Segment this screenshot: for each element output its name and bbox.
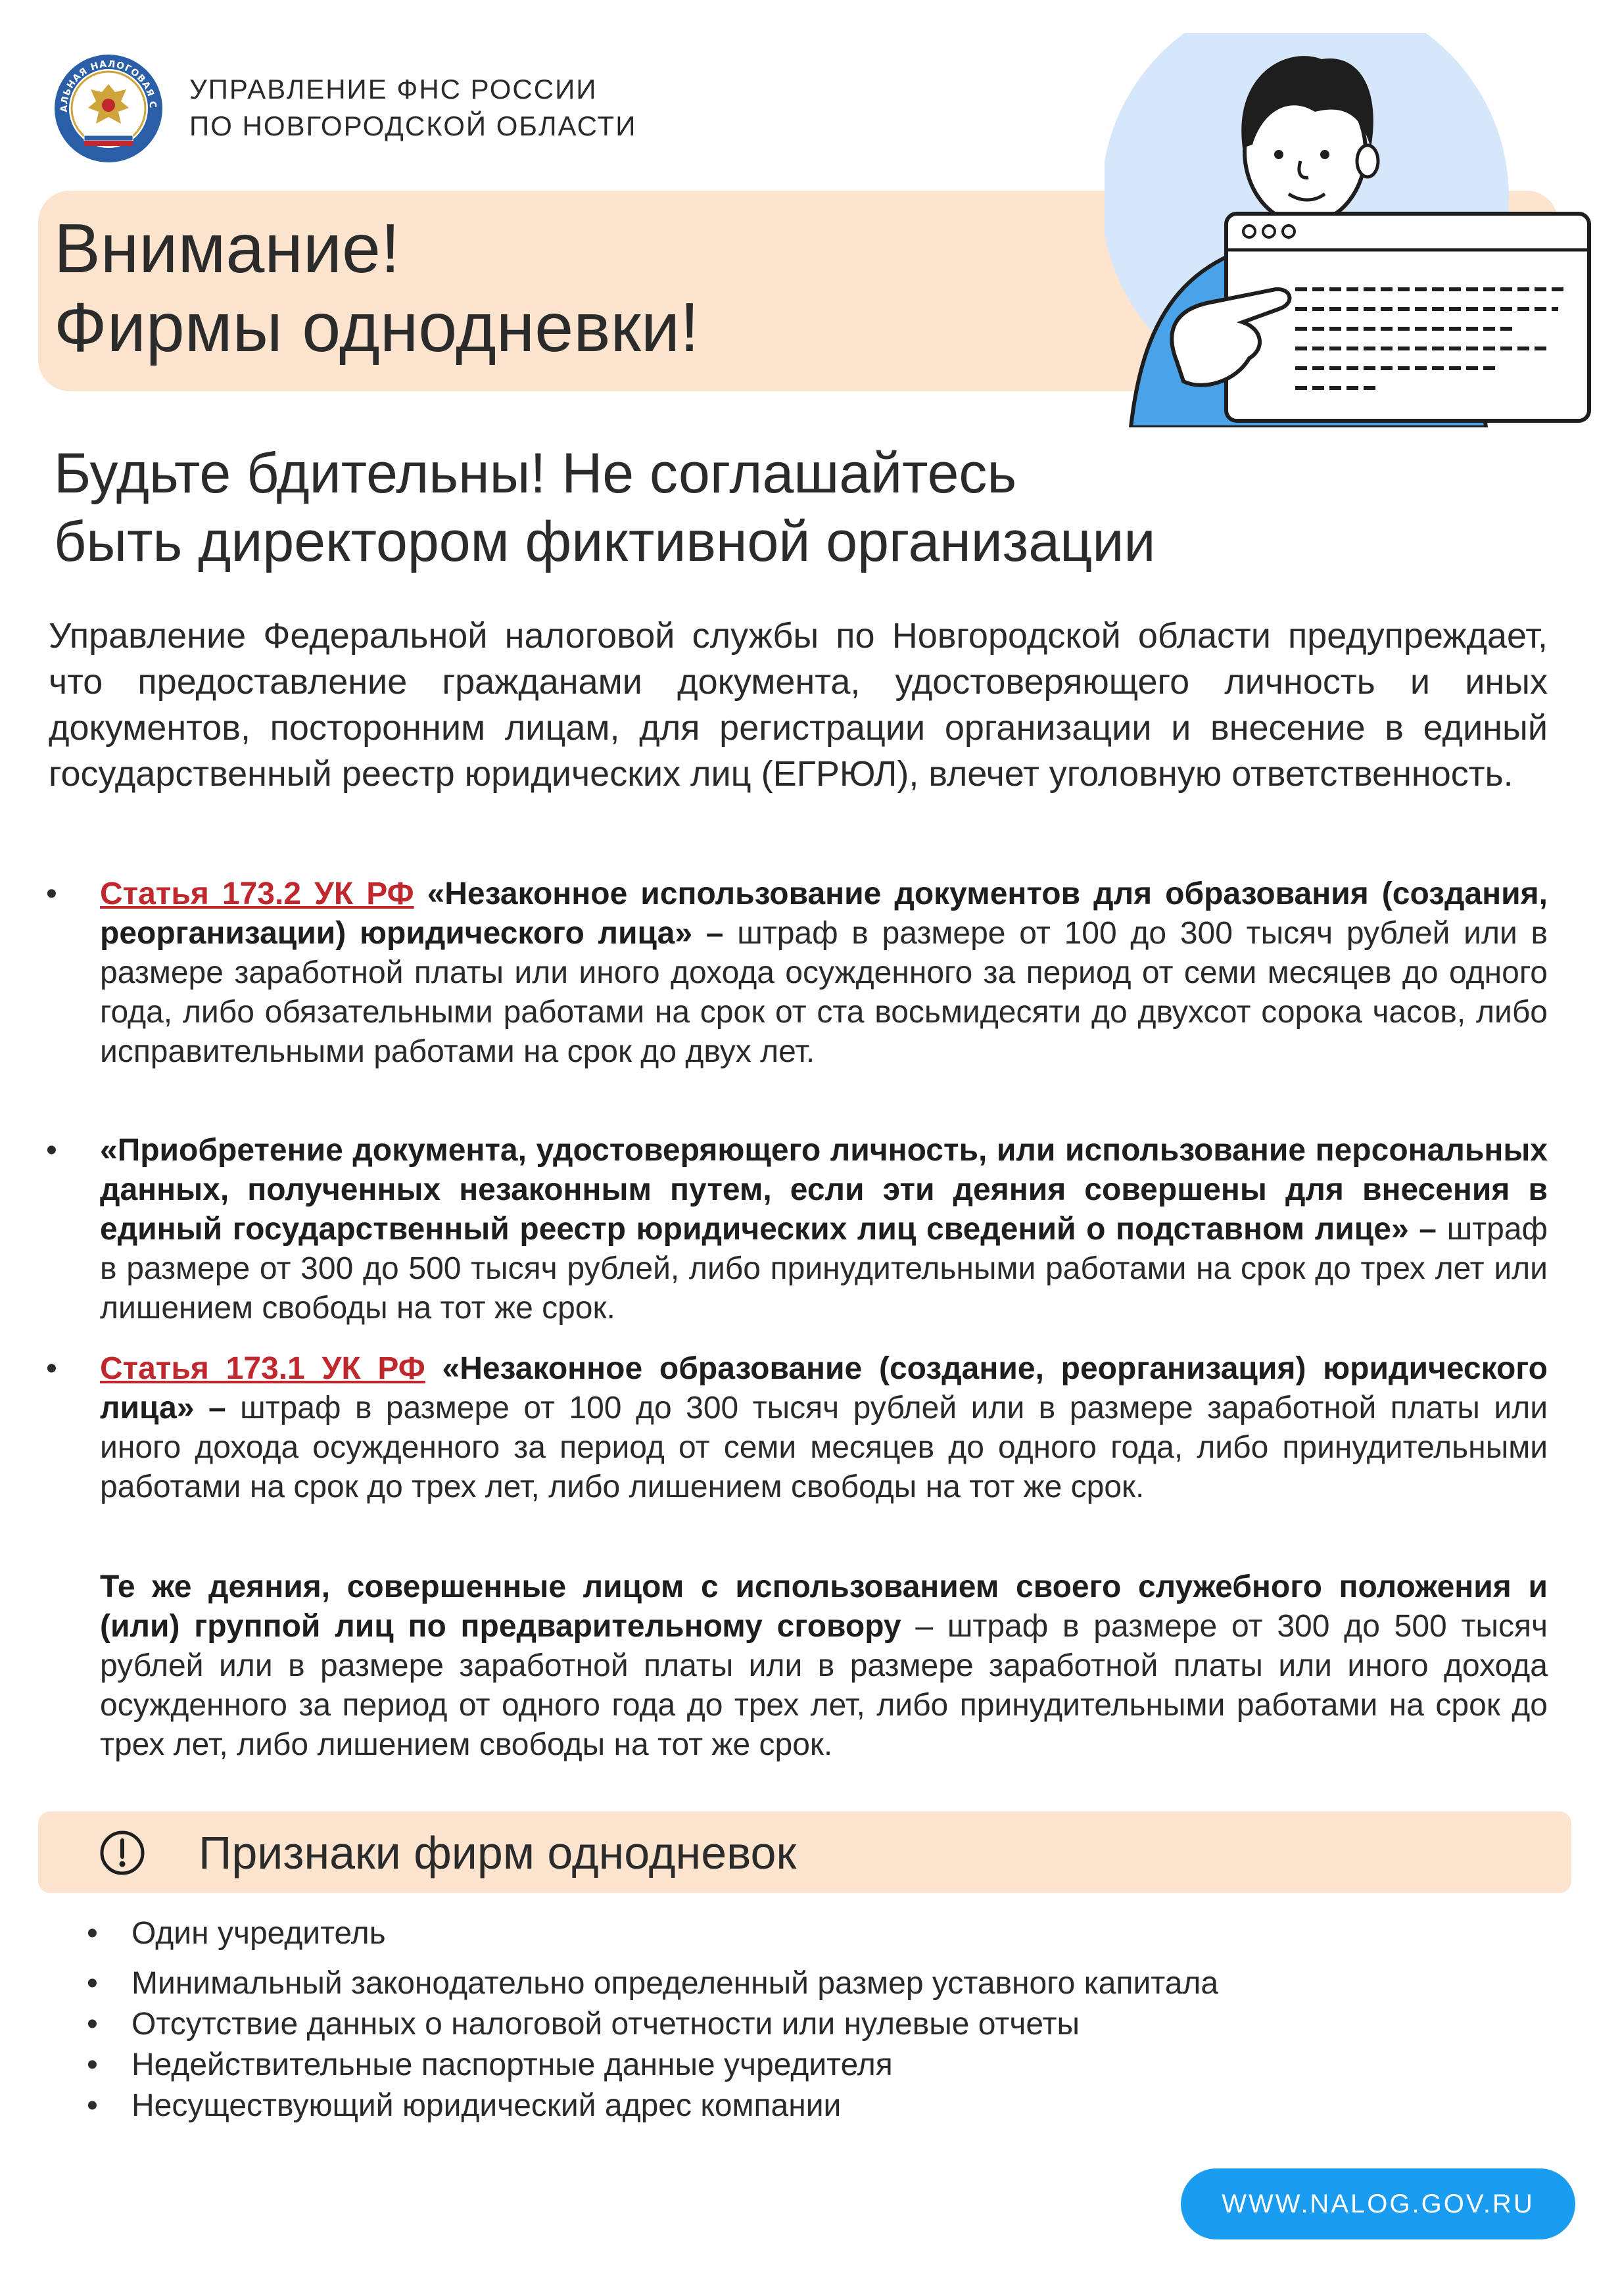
bullet-icon: • bbox=[46, 1351, 57, 1386]
fns-emblem-icon bbox=[53, 53, 164, 164]
website-link-button[interactable]: WWW.NALOG.GOV.RU bbox=[1181, 2168, 1575, 2239]
signs-list bbox=[87, 1913, 1218, 2126]
man-pointing-at-document-icon bbox=[1105, 33, 1604, 427]
title-line-2: Фирмы однодневки! bbox=[54, 289, 700, 366]
bullet-icon: • bbox=[87, 1916, 98, 1951]
bullet-icon: • bbox=[87, 2007, 98, 2042]
bullet-icon: • bbox=[87, 2088, 98, 2123]
bullet-icon: • bbox=[87, 1966, 98, 2001]
list-item: • Минимальный законодательно определенный размер уставного капитала bbox=[87, 1963, 1218, 2004]
penalty-text: – штраф в размере от 300 до 500 тысяч рублей или в размере заработной платы или в размере заработной платы или иного дохода осужденного за период от одного года до трех лет, либо принудительными работами на срок до трех лет, либо лишением свободы на тот же срок. bbox=[100, 1609, 1548, 1762]
offense-name: «Незаконное образование (создание, реорганизация) юридического лица» – bbox=[100, 1351, 1548, 1425]
org-line-1: УПРАВЛЕНИЕ ФНС РОССИИ bbox=[189, 74, 598, 105]
penalty-text: штраф в размере от 300 до 500 тысяч рублей, либо принудительными работами на срок до трех лет или лишением свободы на тот же срок. bbox=[100, 1212, 1548, 1326]
intro-paragraph: Управление Федеральной налоговой службы по Новгородской области предупреждает, что предоставление гражданами документа, удостоверяющего личность и иных документов, посторонним лицам, для регистрации организации и внесение в единый государственный реестр юридических лиц (ЕГРЮЛ), влечет уголовную ответственность. bbox=[49, 616, 1548, 794]
org-line-2: ПО НОВГОРОДСКОЙ ОБЛАСТИ bbox=[189, 110, 637, 141]
bullet-icon: • bbox=[46, 1133, 57, 1168]
offense-name: Те же деяния, совершенные лицом с использованием своего служебного положения и (или) группой лиц по предварительному сговору bbox=[100, 1569, 1548, 1644]
offense-name: «Незаконное использование документов для образования (создания, реорганизации) юридического лица» – bbox=[100, 876, 1548, 951]
penalty-text: штраф в размере от 100 до 300 тысяч рублей или в размере заработной платы или иного дохода осужденного за период от семи месяцев до одного года, либо принудительными работами на срок до трех лет, либо лишением свободы на тот же срок. bbox=[100, 1391, 1548, 1504]
list-item bbox=[46, 874, 1548, 1072]
bullet-icon: • bbox=[87, 2047, 98, 2082]
list-item: • Отсутствие данных о налоговой отчетности или нулевые отчеты bbox=[87, 2004, 1218, 2045]
penalty-text: штраф в размере от 100 до 300 тысяч рублей или в размере заработной платы или иного дохода осужденного за период от семи месяцев до одного года, либо обязательными работами на срок от ста восьмидесяти до двухсот сорока часов, либо исправительными работами на срок до двух лет. bbox=[100, 916, 1548, 1069]
organization-name bbox=[189, 71, 636, 145]
subtitle-line-1: Будьте бдительны! Не соглашайтесь bbox=[54, 442, 1017, 505]
bullet-icon: • bbox=[46, 876, 57, 911]
list-item: • Один учредитель bbox=[87, 1913, 1218, 1954]
exclamation-circle-icon bbox=[99, 1829, 146, 1877]
list-item: • Несуществующий юридический адрес компании bbox=[87, 2086, 1218, 2126]
list-item bbox=[46, 1349, 1548, 1507]
list-item: • Недействительные паспортные данные учредителя bbox=[87, 2045, 1218, 2086]
subtitle bbox=[54, 439, 1155, 576]
signs-title: Признаки фирм однодневок bbox=[199, 1827, 797, 1878]
law-link[interactable]: Статья 173.1 УК РФ bbox=[100, 1351, 425, 1386]
page-title bbox=[54, 209, 700, 367]
list-item bbox=[46, 1131, 1548, 1328]
law-link[interactable]: Статья 173.2 УК РФ bbox=[100, 876, 414, 911]
svg-text:ФЕДЕРАЛЬНАЯ НАЛОГОВАЯ СЛУЖБА: АЛЬНАЯ НАЛОГОВАЯ С bbox=[59, 59, 158, 112]
title-line-1: Внимание! bbox=[54, 210, 400, 287]
list-item bbox=[46, 1567, 1548, 1765]
subtitle-line-2: быть директором фиктивной организации bbox=[54, 510, 1156, 573]
offense-name: «Приобретение документа, удостоверяющего личность, или использование персональных данных, полученных незаконным путем, если эти деяния совершены для внесения в единый государственный реестр юридических лиц сведений о подставном лице» – bbox=[100, 1133, 1548, 1247]
